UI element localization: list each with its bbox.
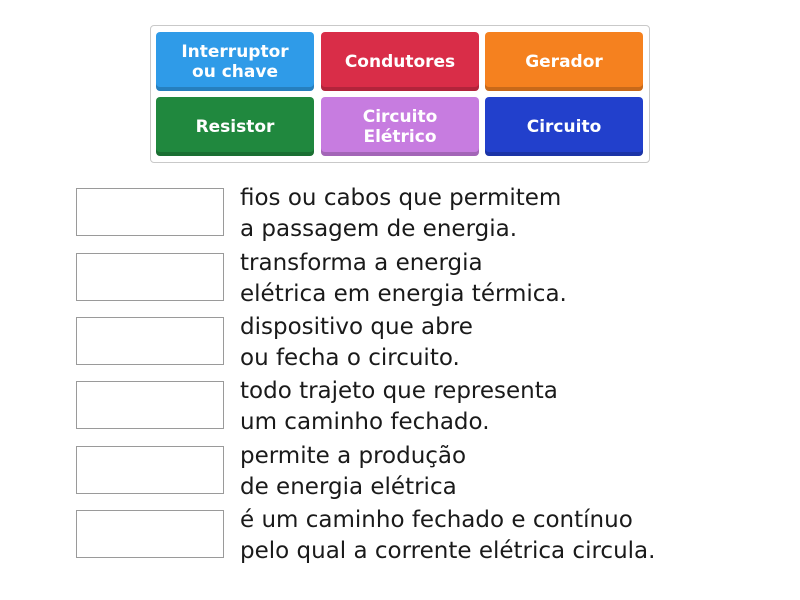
- drop-box[interactable]: [76, 317, 224, 365]
- drop-box[interactable]: [76, 381, 224, 429]
- tile-interruptor[interactable]: Interruptor ou chave: [156, 32, 314, 91]
- tile-circuito[interactable]: Circuito: [485, 97, 643, 156]
- description-text: transforma a energia elétrica em energia térmica.: [240, 250, 567, 307]
- answer-tile-panel: [150, 25, 650, 163]
- description-text: fios ou cabos que permitem a passagem de energia.: [240, 185, 562, 242]
- description-text: permite a produção de energia elétrica: [240, 443, 467, 500]
- tile-circuito-eletrico[interactable]: Circuito Elétrico: [321, 97, 479, 156]
- description-text: dispositivo que abre ou fecha o circuito.: [240, 314, 473, 371]
- drop-box[interactable]: [76, 510, 224, 558]
- drop-box[interactable]: [76, 253, 224, 301]
- drop-box[interactable]: [76, 446, 224, 494]
- description-text: é um caminho fechado e contínuo pelo qual a corrente elétrica circula.: [240, 507, 656, 564]
- description-text: todo trajeto que representa um caminho fechado.: [240, 378, 558, 435]
- tile-gerador[interactable]: Gerador: [485, 32, 643, 91]
- tile-resistor[interactable]: Resistor: [156, 97, 314, 156]
- drop-box[interactable]: [76, 188, 224, 236]
- tile-condutores[interactable]: Condutores: [321, 32, 479, 91]
